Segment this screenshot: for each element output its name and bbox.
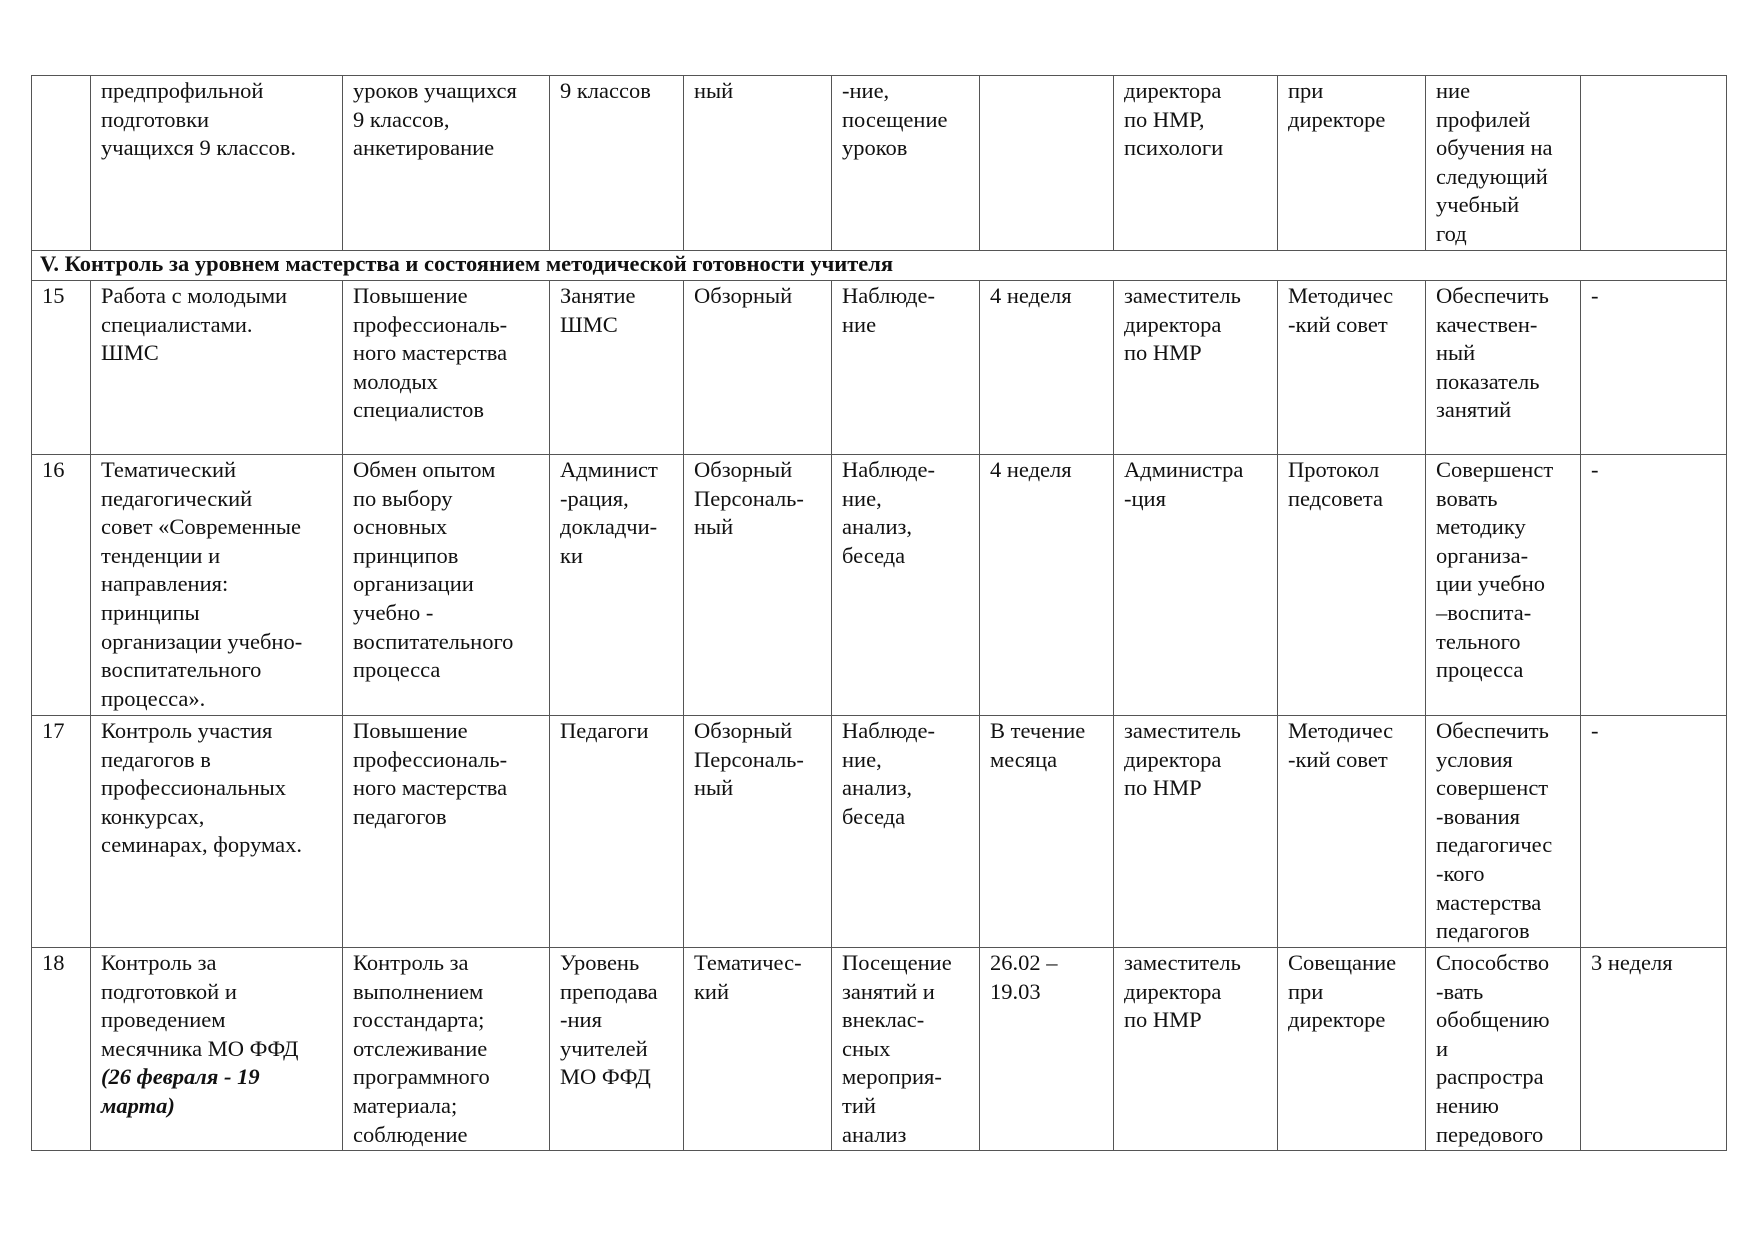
cell-object: Уровень преподава -ния учителей МО ФФД	[550, 948, 684, 1151]
cell-responsible: заместитель директора по НМР	[1114, 716, 1278, 948]
cell-type: Обзорный Персональ- ный	[684, 455, 832, 716]
cell-date: 4 неделя	[980, 281, 1114, 455]
cell-method: Наблюде- ние, анализ, беседа	[832, 716, 980, 948]
section-header-row	[32, 251, 1727, 281]
cell-topic	[91, 455, 343, 716]
cell-topic	[91, 716, 343, 948]
cell-date: 4 неделя	[980, 455, 1114, 716]
cell-decision: Способство -вать обобщению и распростра нению передового	[1426, 948, 1581, 1151]
cell-type: Обзорный Персональ- ный	[684, 716, 832, 948]
cell-num	[32, 76, 91, 251]
cell-method: Посещение занятий и внеклас- сных мероприя- тий анализ	[832, 948, 980, 1151]
cell-responsible: Администра -ция	[1114, 455, 1278, 716]
cell-topic	[91, 948, 343, 1151]
table-row	[32, 716, 1727, 948]
cell-date: 26.02 – 19.03	[980, 948, 1114, 1151]
cell-result-place: Методичес -кий совет	[1278, 281, 1426, 455]
control-plan-table	[31, 75, 1727, 1151]
topic-text: Контроль за подготовкой и проведением месячника МО ФФД	[101, 950, 299, 1061]
table-row	[32, 948, 1727, 1151]
topic-text: Тематический педагогический совет «Современные тенденции и направления: принципы организации учебно- воспитательного процесса».	[101, 457, 303, 711]
cell-goal: Контроль за выполнением госстандарта; отслеживание программного материала; соблюдение	[343, 948, 550, 1151]
cell-decision: Обеспечить условия совершенст -вования педагогичес -кого мастерства педагогов	[1426, 716, 1581, 948]
cell-object: 9 классов	[550, 76, 684, 251]
cell-topic: предпрофильной подготовки учащихся 9 классов.	[91, 76, 343, 251]
cell-method: -ние, посещение уроков	[832, 76, 980, 251]
cell-type: Тематичес- кий	[684, 948, 832, 1151]
cell-repeat	[1581, 76, 1727, 251]
cell-result-place: Методичес -кий совет	[1278, 716, 1426, 948]
cell-repeat: 3 неделя	[1581, 948, 1727, 1151]
cell-decision: ние профилей обучения на следующий учебный год	[1426, 76, 1581, 251]
topic-text: Контроль участия педагогов в профессиональных конкурсах, семинарах, форумах.	[101, 718, 302, 858]
cell-object: Педагоги	[550, 716, 684, 948]
cell-responsible: директора по НМР, психологи	[1114, 76, 1278, 251]
cell-date	[980, 76, 1114, 251]
cell-decision: Совершенст вовать методику организа- ции учебно –воспита- тельного процесса	[1426, 455, 1581, 716]
cell-num: 17	[32, 716, 91, 948]
cell-result-place: при директоре	[1278, 76, 1426, 251]
cell-num: 18	[32, 948, 91, 1151]
table-row-continued	[32, 76, 1727, 251]
cell-result-place: Совещание при директоре	[1278, 948, 1426, 1151]
cell-num: 16	[32, 455, 91, 716]
cell-result-place: Протокол педсовета	[1278, 455, 1426, 716]
cell-type: Обзорный	[684, 281, 832, 455]
cell-method: Наблюде- ние	[832, 281, 980, 455]
cell-topic	[91, 281, 343, 455]
section-title: V. Контроль за уровнем мастерства и состоянием методической готовности учителя	[32, 251, 1727, 281]
cell-responsible: заместитель директора по НМР	[1114, 948, 1278, 1151]
cell-repeat: -	[1581, 716, 1727, 948]
cell-type: ный	[684, 76, 832, 251]
cell-decision: Обеспечить качествен- ный показатель занятий	[1426, 281, 1581, 455]
cell-repeat: -	[1581, 455, 1727, 716]
cell-repeat: -	[1581, 281, 1727, 455]
cell-goal: Повышение профессиональ- ного мастерства педагогов	[343, 716, 550, 948]
cell-goal: Обмен опытом по выбору основных принципов организации учебно - воспитательного процесса	[343, 455, 550, 716]
cell-responsible: заместитель директора по НМР	[1114, 281, 1278, 455]
topic-text: Работа с молодыми специалистами. ШМС	[101, 283, 288, 366]
cell-num: 15	[32, 281, 91, 455]
cell-goal: уроков учащихся 9 классов, анкетирование	[343, 76, 550, 251]
table-row	[32, 281, 1727, 455]
cell-method: Наблюде- ние, анализ, беседа	[832, 455, 980, 716]
cell-date: В течение месяца	[980, 716, 1114, 948]
cell-object: Занятие ШМС	[550, 281, 684, 455]
cell-goal: Повышение профессиональ- ного мастерства молодых специалистов	[343, 281, 550, 455]
topic-dates: (26 февраля - 19 марта)	[101, 1064, 260, 1118]
cell-object: Админист -рация, докладчи- ки	[550, 455, 684, 716]
table-row	[32, 455, 1727, 716]
